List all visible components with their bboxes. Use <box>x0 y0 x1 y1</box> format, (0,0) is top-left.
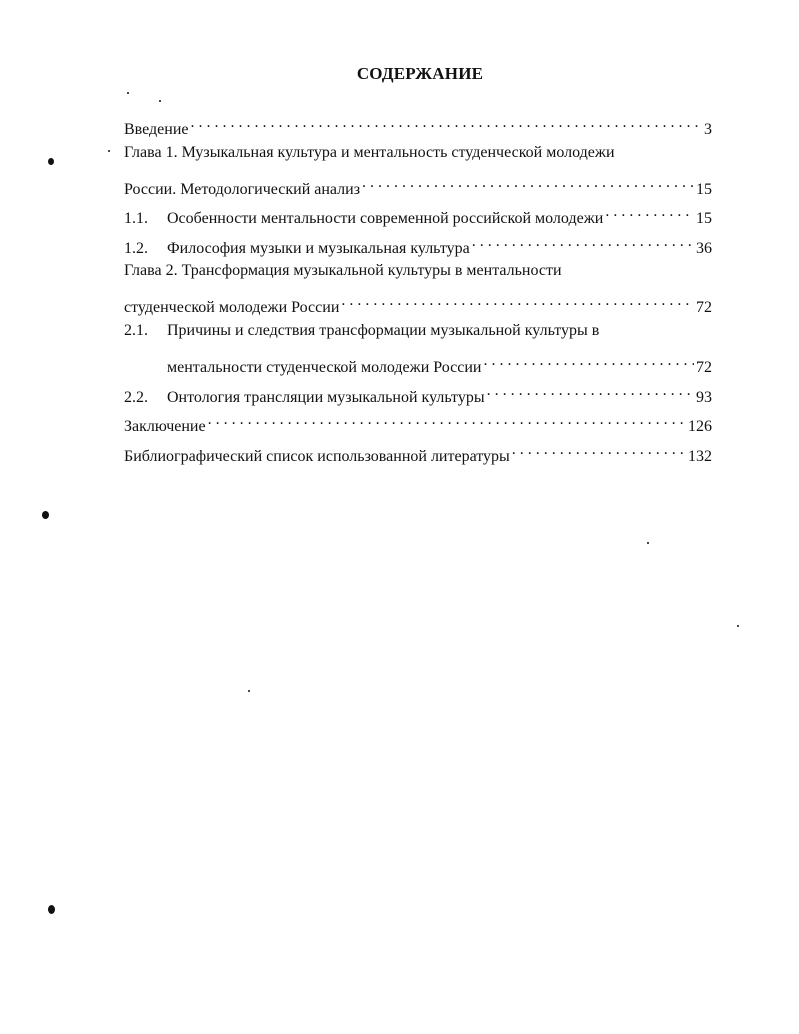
toc-label: ментальности студенческой молодежи России <box>167 359 482 376</box>
toc-entry-chapter2-line1[interactable]: Глава 2. Трансформация музыкальной культуры в ментальности <box>124 262 562 279</box>
toc-page-number: 15 <box>696 181 712 198</box>
toc-section-number: 2.1. <box>124 322 148 339</box>
toc-label: Заключение <box>124 418 206 435</box>
toc-label: России. Методологический анализ <box>124 181 361 198</box>
toc-page-number: 126 <box>688 418 712 435</box>
dot-leader <box>512 439 686 461</box>
toc-entry-section-2-2[interactable] <box>124 380 712 409</box>
dot-leader <box>362 172 694 194</box>
dot-leader <box>341 290 694 312</box>
scan-speck <box>737 625 739 627</box>
toc-entry-chapter1[interactable] <box>124 172 712 201</box>
toc-entry-intro[interactable] <box>124 112 712 141</box>
toc-page-number: 72 <box>696 359 712 376</box>
dot-leader <box>487 380 694 402</box>
toc-page-number: 132 <box>688 448 712 465</box>
toc-label: Особенности ментальности современной российской молодежи <box>167 210 604 227</box>
toc-label: Введение <box>124 121 189 138</box>
toc-label: Библиографический список использованной литературы <box>124 448 510 465</box>
scan-speck <box>48 905 55 914</box>
toc-section-number: 2.2. <box>124 389 148 406</box>
page-title: СОДЕРЖАНИЕ <box>356 64 484 83</box>
dot-leader <box>208 409 686 431</box>
toc-entry-section-2-1-line1[interactable] <box>124 320 712 342</box>
dot-leader <box>191 112 703 134</box>
toc-entry-chapter1-line1[interactable]: Глава 1. Музыкальная культура и ментальность студенческой молодежи <box>124 144 615 161</box>
dot-leader <box>484 350 695 372</box>
scan-speck <box>159 100 161 102</box>
toc-label: Философия музыки и музыкальная культура <box>167 240 470 257</box>
toc-page-number: 36 <box>696 240 712 257</box>
toc-page-number: 72 <box>696 299 712 316</box>
toc-label: Онтология трансляции музыкальной культуры <box>167 389 485 406</box>
scan-speck <box>42 511 49 519</box>
dot-leader <box>605 201 694 223</box>
toc-entry-chapter2[interactable] <box>124 290 712 319</box>
scan-speck <box>48 158 54 165</box>
toc-entry-section-1-1[interactable] <box>124 201 712 230</box>
toc-section-number: 1.2. <box>124 240 148 257</box>
toc-page-number: 93 <box>696 389 712 406</box>
toc-entry-section-2-1[interactable] <box>124 350 712 379</box>
dot-leader <box>472 231 694 253</box>
scan-speck <box>647 542 649 544</box>
toc-section-number: 1.1. <box>124 210 148 227</box>
toc-page-number: 15 <box>696 210 712 227</box>
toc-entry-section-1-2[interactable] <box>124 231 712 260</box>
toc-page-number: 3 <box>704 121 712 138</box>
toc-entry-bibliography[interactable] <box>124 439 712 468</box>
toc-label: Причины и следствия трансформации музыкальной культуры в <box>167 322 600 339</box>
scan-speck <box>248 690 250 692</box>
toc-entry-conclusion[interactable] <box>124 409 712 438</box>
toc-label: студенческой молодежи России <box>124 299 340 316</box>
scan-speck <box>127 92 129 94</box>
scan-speck <box>108 150 110 152</box>
